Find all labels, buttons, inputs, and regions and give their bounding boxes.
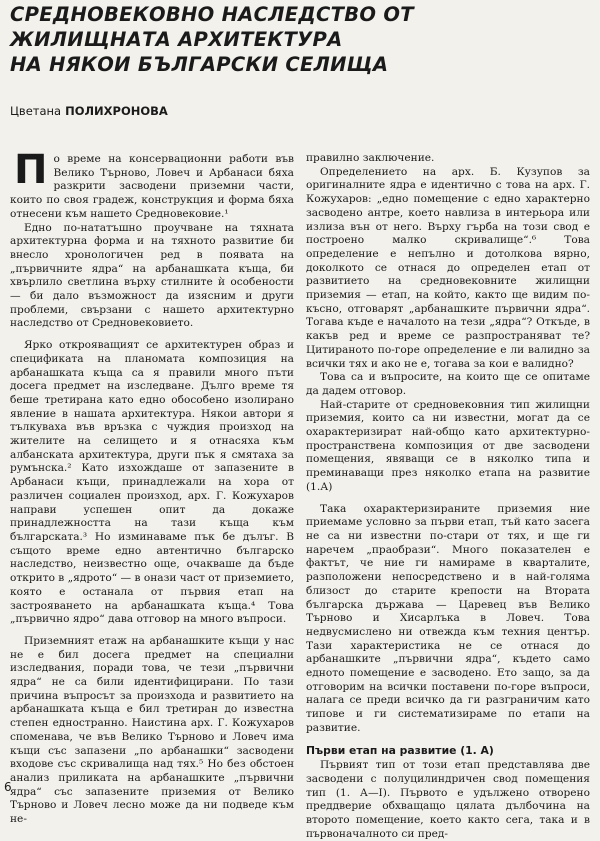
article-title bbox=[10, 2, 590, 77]
right-column bbox=[306, 152, 590, 841]
section-subheading: Първи етап на развитие (1. А) bbox=[306, 743, 494, 757]
title-line-2: ЖИЛИЩНАТА АРХИТЕКТУРА bbox=[10, 28, 343, 51]
left-paragraph-4: Приземният етаж на арбанашките къщи у нас не е бил досега предмет на специални изследвания, поради това, че тези „първични ядра“ не са били идентифицирани. По тази причина въпросът за произхода и развитието на арбанашката къща е бил третиран до известна степен едностранно. Наистина арх. Г. Кожухаров споменава, че във Велико Търново и Ловеч има къщи със запазени „по арбанашки“ засводени входове със скривалища над тях.⁵ Но без обстоен анализ приликата на арбанашките „първични ядра“ със запазените приземия от Велико Търново и Ловеч лесно може да ни подведе към не- bbox=[10, 634, 294, 826]
left-paragraph-1-text: о време на консервационни работи във Велико Търново, Ловеч и Арбанаси бяха разкрити засводени приземни части, които по своя градеж, конструкция и форма бяха отнесени към нашето Средновековие.¹ bbox=[10, 153, 294, 220]
right-paragraph-2: Определението на арх. Б. Кузупов за оригиналните ядра е идентично с това на арх. Г. Кожухаров: „едно помещение с едно характерно засводено антре, което навлиза в интерьора или излиза вън от него. Върху гърба на този свод е построено малко скривалище“.⁶ Това определение е непълно и дотолкова вярно, доколкото се отнася до определен етап от развитието на средновековните жилищни приземия — етап, на който, както ще видим по-късно, отговарят „арбанашките първични ядра“. Тогава къде е началото на тези „ядра“? Откъде, в какъв ред и време се разпространяват те? Цитираното по-горе определение е ли валидно за всички тях и ако не е, тогава за кои е валидно? bbox=[306, 165, 590, 370]
title-line-3: НА НЯКОИ БЪЛГАРСКИ СЕЛИЩА bbox=[10, 53, 389, 76]
author-byline bbox=[10, 104, 168, 118]
right-paragraph-4: Най-старите от средновековния тип жилищни приземия, които са ни известни, могат да се охарактеризират най-общо като архитектурно-пространствена композиция от две засводени помещения, явяващи се в няколко типа и преминаващи през няколко етапа на развитие (1.А) bbox=[306, 398, 590, 493]
drop-cap: П bbox=[14, 147, 48, 193]
author-first-name: Цветана bbox=[10, 104, 62, 118]
right-paragraph-3: Това са и въпросите, на които ще се опитаме да дадем отговор. bbox=[306, 371, 590, 397]
right-paragraph-5: Така охарактеризираните приземия ние приемаме условно за първи етап, тъй като засега не са ни известни по-стари от тях, и ще ги наречем „праобрази“. Много показателен е фактът, че ние ги намираме в кварталите, разположени непосредствено и в най-голяма близост до старите крепости на Втората българска държава — Царевец във Велико Търново и Хисарлъка в Ловеч. Това недвусмислено ни отвежда към техния център. Тази характеристика не се отнася до арбанашките „първични ядра“, където само едното помещение е засводено. Ето защо, за да отговорим на всички поставени по-горе въпроси, налага се преди всичко да ги разграничим като типове и ги систематизираме по етапи на развитие. bbox=[306, 502, 590, 734]
right-paragraph-6: Първият тип от този етап представлява две засводени с полуцилиндричен свод помещения тип (1. А—I). Първото е удължено отворено преддверие обхващащо цялата дълбочина на второто помещение, което както сега, така и в първоначалното си пред- bbox=[306, 759, 590, 840]
left-paragraph-2: Едно по-нататъшно проучване на тяхната архитектурна форма и на тяхното развитие би внесло хронологичен ред в появата на „първичните ядра“ на арбанашката къща, би хвърлило светлина върху стилните ѝ особености — би дало възможност да изясним и други проблеми, свързани с нашето архитектурно наследство от Средновековието. bbox=[10, 221, 294, 330]
left-paragraph-1 bbox=[10, 147, 294, 222]
left-column bbox=[10, 147, 294, 827]
title-line-1: СРЕДНОВЕКОВНО НАСЛЕДСТВО ОТ bbox=[10, 3, 414, 26]
left-paragraph-3: Ярко открояващият се архитектурен образ и спецификата на планомата композиция на арбанашката къща са я правили много пъти досега предмет на изследване. Дълго време тя беше третирана като едно обособено изолирано явление в нашата архитектура. Някои автори я тълкуваха във връзка с чуждия произход на жителите на селището и я отнасяха към албанската архитектура, други пък я смятаха за румънска.² Като изхождаше от запазените в Арбанаси къщи, принадлежали на хора от различен социален произход, арх. Г. Кожухаров направи успешен опит да докаже принадлежността на тази къща към българската.³ Но изминаваме пък бе дълъг. В същото време едно автентично българско наследство, неизвестно още, очакваше да бъде открито в „ядрото“ — в онази част от приземието, която е останала от първия етап на застрояването на арбанашката къща.⁴ Това „първично ядро“ дава отговор на много въпроси. bbox=[10, 339, 294, 626]
right-paragraph-1: правилно заключение. bbox=[306, 152, 435, 164]
page-number: 6 bbox=[4, 780, 12, 794]
author-last-name: ПОЛИХРОНОВА bbox=[65, 104, 168, 118]
